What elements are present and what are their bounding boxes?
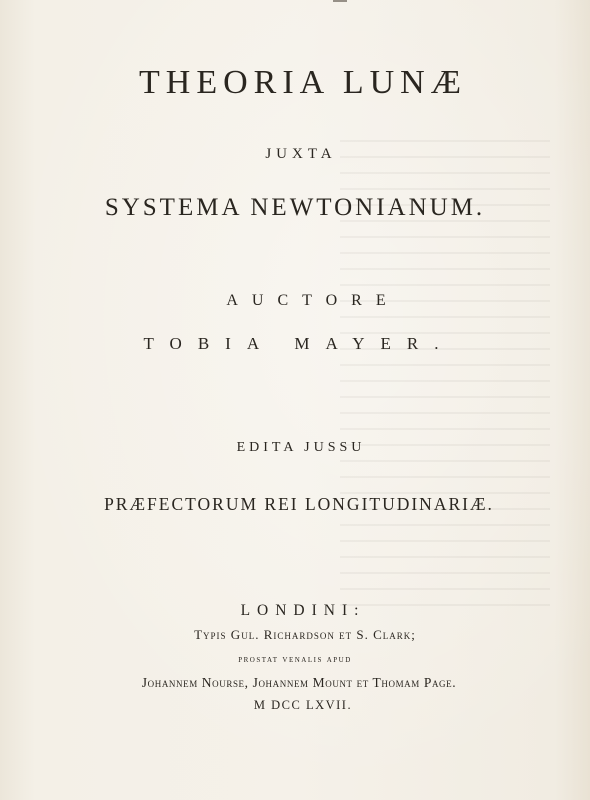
imprint-city: LONDINI:	[240, 602, 366, 619]
commissioners-line: PRÆFECTORUM REI LONGITUDINARIÆ.	[104, 494, 494, 514]
edita-jussu: EDITA JUSSU	[236, 440, 366, 455]
book-subtitle: SYSTEMA NEWTONIANUM.	[104, 194, 486, 221]
imprint-printers: Typis Gul. Richardson et S. Clark;	[194, 627, 416, 642]
imprint-sellers: Johannem Nourse, Johannem Mount et Thomam Page.	[141, 675, 457, 690]
author-name: TOBIA MAYER.	[143, 334, 455, 353]
imprint-prostat: prostat venalis apud	[238, 655, 352, 665]
book-title: THEORIA LUNÆ	[139, 64, 467, 101]
imprint-date: M DCC LXVII.	[253, 698, 353, 712]
preposition-juxta: JUXTA	[265, 146, 337, 162]
auctore-label: AUCTORE	[226, 292, 400, 309]
printer-mark	[333, 0, 347, 2]
